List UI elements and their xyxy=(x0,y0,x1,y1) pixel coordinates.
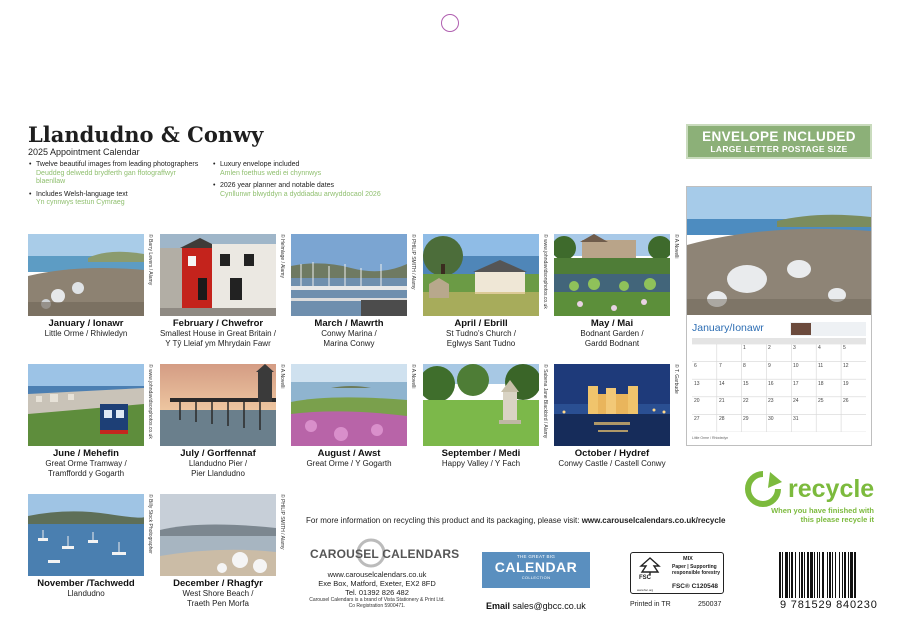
month-caption xyxy=(16,448,156,478)
month-image-november xyxy=(28,494,144,576)
feature-welsh: Amlen foethus wedi ei chynnwys xyxy=(220,169,322,177)
feature-item xyxy=(212,161,392,178)
date-cell: 27 xyxy=(694,416,700,422)
envelope-badge-subtitle: LARGE LETTER POSTAGE SIZE xyxy=(710,144,848,154)
month-caption xyxy=(279,318,419,348)
calendar-preview-month: January/Ionawr xyxy=(692,322,764,334)
great-big-line3: COLLECTION xyxy=(521,575,551,580)
month-image-june xyxy=(28,364,144,446)
month-location: Conwy Castle / Castell Conwy xyxy=(558,459,666,468)
publisher-tel: Tel. 01392 826 482 xyxy=(345,588,409,597)
month-location: Conwy Marina / xyxy=(321,329,377,338)
month-location-welsh: Eglwys Sant Tudno xyxy=(446,338,516,348)
feature-item xyxy=(28,191,204,208)
month-caption xyxy=(279,448,419,469)
date-cell: 7 xyxy=(719,363,722,369)
month-name: February / Chwefror xyxy=(172,318,264,329)
month-caption xyxy=(411,448,551,469)
date-cell: 1 xyxy=(743,345,746,351)
month-name: March / Mawrth xyxy=(314,318,384,329)
photo-credit: © A.Novelli xyxy=(410,364,416,389)
date-cell: 2 xyxy=(768,345,771,351)
month-location: St Tudno's Church / xyxy=(445,329,516,338)
month-caption xyxy=(16,578,156,599)
fsc-website: www.fsc.org xyxy=(637,588,654,592)
photo-credit: © Billy Stock Photographer xyxy=(147,494,153,554)
photo-credit: © T. Garbude xyxy=(673,364,679,394)
photo-credit: © A.Novelli xyxy=(673,234,679,259)
month-location-welsh: Y Tŷ Lleiaf ym Mhrydain Fawr xyxy=(165,338,271,348)
fsc-code: FSC® C120548 xyxy=(672,583,718,590)
isbn-number: 9 781529 840230 xyxy=(780,599,878,611)
month-location-welsh: Marina Conwy xyxy=(323,338,375,348)
month-name: December / Rhagfyr xyxy=(173,578,263,589)
month-caption xyxy=(148,448,288,478)
date-cell: 4 xyxy=(818,345,821,351)
date-cell: 29 xyxy=(743,416,749,422)
month-location: Great Orme Tramway / xyxy=(45,459,127,468)
feature-item xyxy=(28,161,204,187)
photo-credit: © Sabena Jane Blackbird / Alamy xyxy=(542,364,548,439)
month-image-march xyxy=(291,234,407,316)
month-name: August / Awst xyxy=(317,448,381,459)
recycle-note: When you have finished with this please recycle it xyxy=(771,506,874,524)
date-cell: 19 xyxy=(843,381,849,387)
month-caption xyxy=(542,318,682,348)
date-cell: 25 xyxy=(818,398,824,404)
month-location: Llandudno xyxy=(67,589,105,598)
feature-english: • 2026 year planner and notable dates xyxy=(212,182,392,191)
month-name: June / Mehefin xyxy=(53,448,119,459)
feature-english: • Includes Welsh-language text xyxy=(28,191,204,200)
date-cell: 6 xyxy=(694,363,697,369)
feature-list-left xyxy=(28,161,204,212)
product-code: 250037 xyxy=(698,601,722,608)
date-cell: 30 xyxy=(768,416,774,422)
month-caption xyxy=(542,448,682,469)
date-cell: 9 xyxy=(768,363,771,369)
photo-credit: © www.johndavidsonphotos.co.uk xyxy=(542,234,548,309)
month-name: October / Hydref xyxy=(574,448,650,459)
calendar-title: Llandudno & Conwy xyxy=(28,122,264,147)
recycling-info xyxy=(306,516,725,525)
date-cell: 16 xyxy=(768,381,774,387)
recycle-label: recycle xyxy=(788,475,875,503)
date-cell: 24 xyxy=(793,398,799,404)
month-caption xyxy=(411,318,551,348)
month-name: September / Medi xyxy=(441,448,521,459)
month-image-july xyxy=(160,364,276,446)
mini-month-grids xyxy=(790,322,866,336)
month-image-september xyxy=(423,364,539,446)
month-location-welsh: Pier Llandudno xyxy=(191,468,245,478)
date-cell: 22 xyxy=(743,398,749,404)
photo-credit: © A.Novelli xyxy=(279,364,285,389)
printed-in: Printed in TR xyxy=(630,601,671,608)
month-location: Bodnant Garden / xyxy=(580,329,644,338)
month-caption xyxy=(148,318,288,348)
date-cell: 5 xyxy=(843,345,846,351)
publisher-street: Exe Box, Matford, Exeter, EX2 8FD xyxy=(318,579,436,588)
date-cell: 17 xyxy=(793,381,799,387)
photo-credit: © Helmlage / Alamy xyxy=(279,234,285,278)
month-location-welsh: Traeth Pen Morfa xyxy=(187,598,249,608)
envelope-included-badge xyxy=(686,124,872,159)
date-cell: 20 xyxy=(694,398,700,404)
hanging-hole xyxy=(441,14,459,32)
month-location-welsh: Tramffordd y Gogarth xyxy=(47,468,125,478)
recycling-info-url[interactable]: www.carouselcalendars.co.uk/recycle xyxy=(581,516,726,525)
email-label: Email xyxy=(486,601,511,611)
feature-english: • Luxury envelope included xyxy=(212,161,392,170)
date-cell: 28 xyxy=(719,416,725,422)
date-cell: 31 xyxy=(793,416,799,422)
date-cell: 18 xyxy=(818,381,824,387)
date-cell: 8 xyxy=(743,363,746,369)
publisher-address xyxy=(308,570,446,609)
calendar-subtitle: 2025 Appointment Calendar xyxy=(28,147,140,157)
month-name: July / Gorffennaf xyxy=(180,448,256,459)
photo-credit: © www.johndavidsonphotos.co.uk xyxy=(147,364,153,439)
feature-welsh: Cynllunwr blwyddyn a dyddiadau arwyddocaol 2026 xyxy=(220,190,381,198)
envelope-badge-title: ENVELOPE INCLUDED xyxy=(702,129,856,144)
publisher-website[interactable]: www.carouselcalendars.co.uk xyxy=(327,570,427,579)
fsc-badge xyxy=(630,552,724,594)
fsc-paper: Paper | Supporting responsible forestry xyxy=(672,564,721,576)
month-image-january xyxy=(28,234,144,316)
calendar-preview-image xyxy=(687,187,871,315)
photo-credit: © PHILIP SMITH / Alamy xyxy=(410,234,416,290)
month-location: Great Orme / Y Gogarth xyxy=(306,459,392,468)
recycling-info-text: For more information on recycling this product and its packaging, please visit: xyxy=(306,516,580,525)
calendar-preview-caption: Little Orme / Rhiwledyn xyxy=(692,436,729,440)
month-caption xyxy=(16,318,156,339)
date-cell: 15 xyxy=(743,381,749,387)
date-cell: 21 xyxy=(719,398,725,404)
feature-english: • Twelve beautiful images from leading photographers xyxy=(28,161,204,170)
carousel-calendars-logo: CAROUSEL CALENDARS xyxy=(310,547,460,561)
month-location: Llandudno Pier / xyxy=(188,459,248,468)
feature-item xyxy=(212,182,392,199)
month-caption xyxy=(148,578,288,608)
month-image-may xyxy=(554,234,670,316)
publisher-registration: Co Registration 5900471. xyxy=(348,603,406,609)
month-name: May / Mai xyxy=(590,318,634,329)
date-cell: 3 xyxy=(793,345,796,351)
date-cell: 23 xyxy=(768,398,774,404)
calendar-date-grid xyxy=(692,344,866,432)
month-location: Smallest House in Great Britain / xyxy=(159,329,277,338)
date-cell: 13 xyxy=(694,381,700,387)
date-cell: 26 xyxy=(843,398,849,404)
month-name: April / Ebrill xyxy=(454,318,508,329)
month-location-welsh: Gardd Bodnant xyxy=(584,338,640,348)
feature-welsh: Yn cynnwys testun Cymraeg xyxy=(36,199,125,206)
feature-welsh: Deuddeg delwedd brydferth gan ffotograffwyr blaenllaw xyxy=(36,169,176,185)
date-cell: 11 xyxy=(818,363,824,369)
barcode xyxy=(778,552,874,598)
fsc-logo-text: FSC xyxy=(639,575,651,581)
great-big-line1: THE GREAT BIG xyxy=(516,554,556,559)
month-image-october xyxy=(554,364,670,446)
month-image-december xyxy=(160,494,276,576)
photo-credit: © Barry Levers / Alamy xyxy=(147,234,153,286)
fsc-mix: MIX xyxy=(683,556,693,562)
publisher-legal: Carousel Calendars is a brand of Vista Stationery & Print Ltd. xyxy=(309,597,445,603)
recycle-icon xyxy=(742,470,784,508)
month-location: West Shore Beach / xyxy=(182,589,254,598)
month-location: Little Orme / Rhiwledyn xyxy=(44,329,128,338)
date-cell: 14 xyxy=(719,381,725,387)
date-cell: 10 xyxy=(793,363,799,369)
great-big-calendar-logo xyxy=(482,552,590,588)
photo-credit: © PHILIP SMITH / Alamy xyxy=(279,494,285,550)
month-location: Happy Valley / Y Fach xyxy=(441,459,521,468)
great-big-line2: CALENDAR xyxy=(494,559,578,575)
feature-list-right xyxy=(212,161,392,203)
fsc-tree-icon xyxy=(639,557,661,575)
month-image-february xyxy=(160,234,276,316)
date-cell: 12 xyxy=(843,363,849,369)
email-address[interactable]: sales@gbcc.co.uk xyxy=(512,601,586,611)
month-name: January / Ionawr xyxy=(48,318,124,329)
month-name: November /Tachwedd xyxy=(37,578,135,589)
month-image-august xyxy=(291,364,407,446)
email-contact xyxy=(486,601,586,611)
month-image-april xyxy=(423,234,539,316)
